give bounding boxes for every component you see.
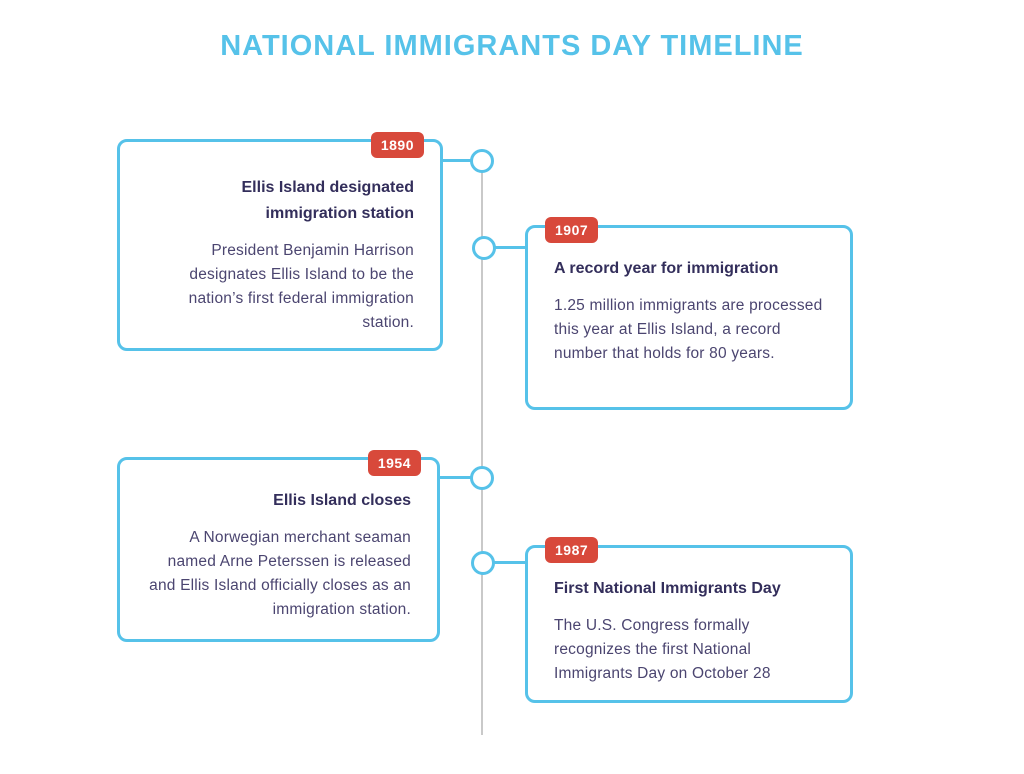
connector-line-1907 — [493, 246, 527, 249]
timeline-node-1890 — [470, 149, 494, 173]
timeline-node-1954 — [470, 466, 494, 490]
timeline-node-1987 — [471, 551, 495, 575]
timeline-node-1907 — [472, 236, 496, 260]
event-description: The U.S. Congress formally recognizes the first National Immigrants Day on October 28 — [554, 617, 771, 682]
event-title: First National Immigrants Day — [554, 580, 781, 597]
connector-line-1987 — [493, 561, 527, 564]
event-description: 1.25 million immigrants are processed this year at Ellis Island, a record number that holds for 80 years. — [554, 297, 823, 362]
year-badge: 1987 — [545, 537, 598, 563]
year-badge: 1954 — [368, 450, 421, 476]
event-title: Ellis Island designated immigration station — [241, 179, 414, 222]
page-title: NATIONAL IMMIGRANTS DAY TIMELINE — [220, 30, 804, 62]
connector-line-1954 — [438, 476, 474, 479]
event-card-1954 — [117, 457, 440, 642]
year-badge: 1890 — [371, 132, 424, 158]
event-card-1907 — [525, 222, 853, 410]
event-card-1890 — [117, 139, 443, 351]
event-description: President Benjamin Harrison designates Ellis Island to be the nation’s first federal immigration station. — [188, 242, 414, 331]
event-title: Ellis Island closes — [273, 492, 411, 509]
year-badge: 1907 — [545, 217, 598, 243]
event-card-1987 — [525, 542, 853, 703]
event-title: A record year for immigration — [554, 260, 779, 277]
event-description: A Norwegian merchant seaman named Arne Peterssen is released and Ellis Island officially closes as an immigration station. — [149, 529, 411, 618]
